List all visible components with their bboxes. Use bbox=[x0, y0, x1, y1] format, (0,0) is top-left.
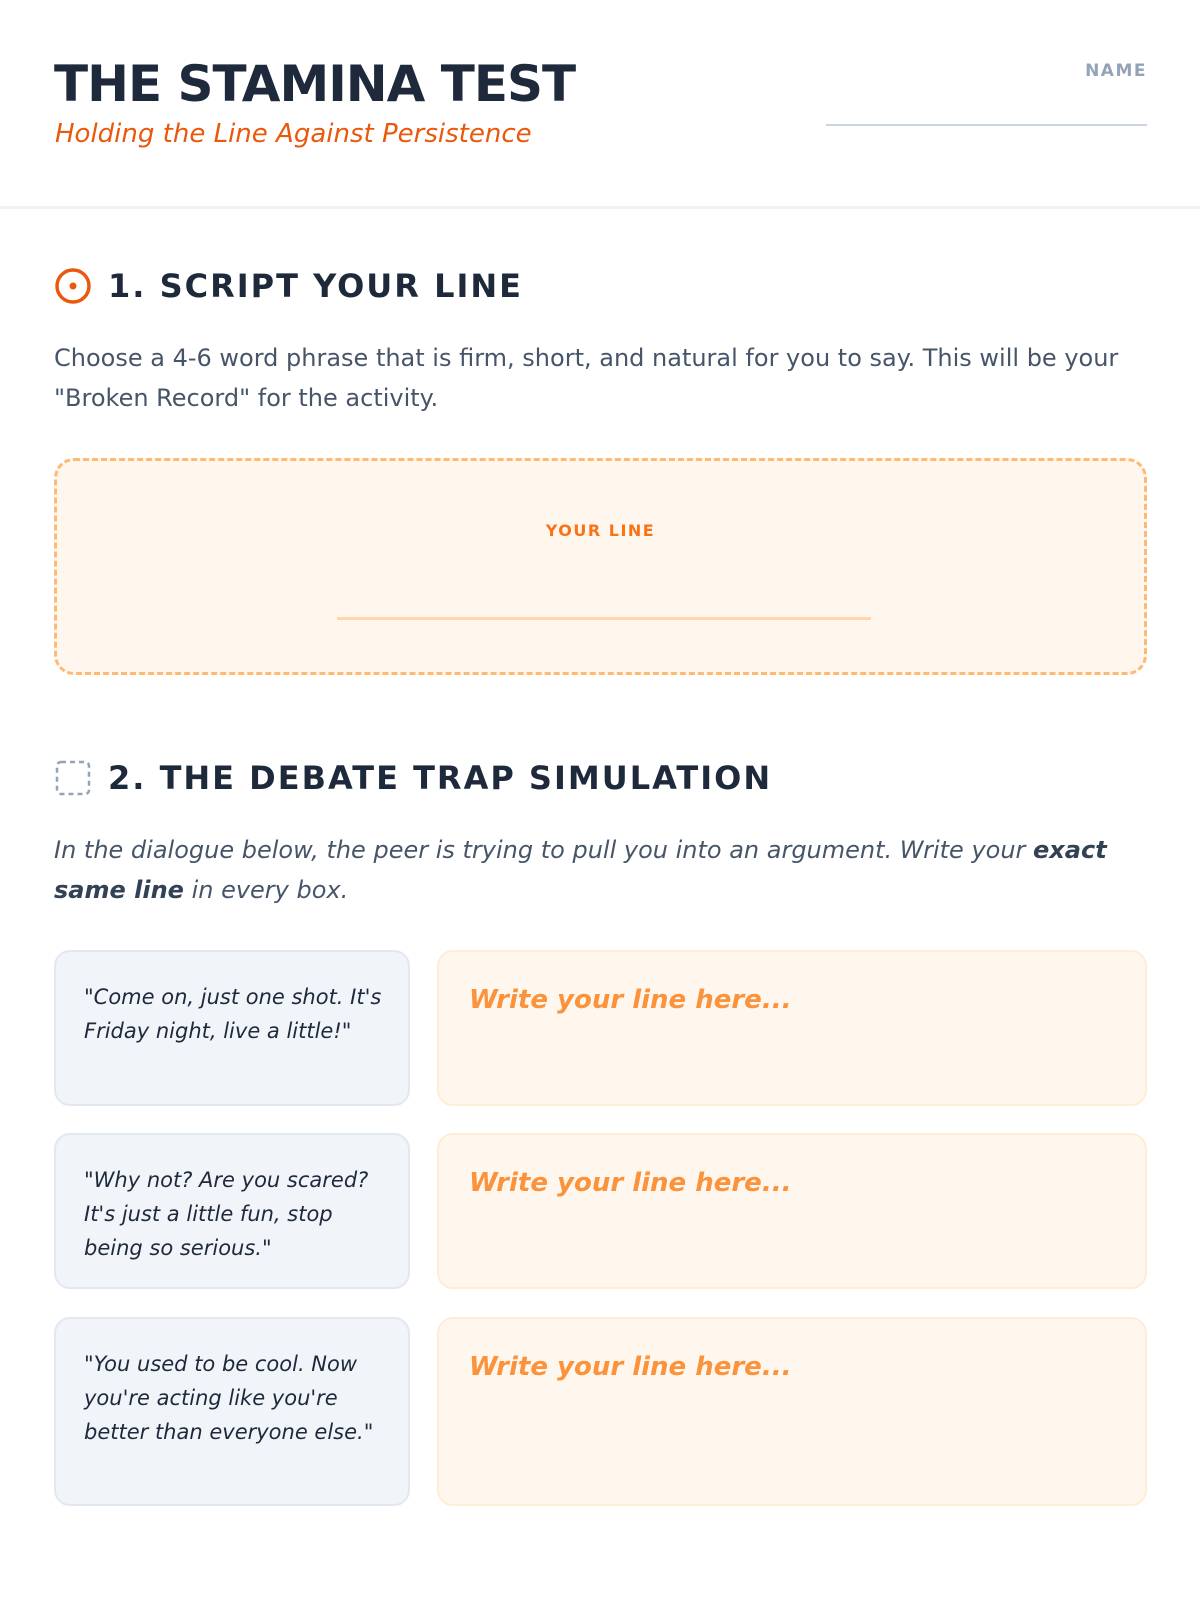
peer-quote: "Why not? Are you scared? It's just a little fun, stop being so serious." bbox=[54, 1133, 410, 1289]
instructions-text-bold: exact same line bbox=[54, 836, 1107, 904]
answer-box[interactable]: Write your line here... bbox=[437, 1133, 1147, 1289]
section-2-heading bbox=[54, 758, 772, 798]
name-field[interactable] bbox=[826, 124, 1147, 126]
instructions-text-start: In the dialogue below, the peer is trying to pull you into an argument. Write your bbox=[54, 836, 1034, 864]
section-1-heading bbox=[54, 266, 523, 306]
your-line-label: YOUR LINE bbox=[545, 521, 656, 540]
peer-quote: "Come on, just one shot. It's Friday night, live a little!" bbox=[54, 950, 410, 1106]
section-1-instructions: Choose a 4-6 word phrase that is firm, short, and natural for you to say. This will be your "Broken Record" for the activity. bbox=[54, 344, 1119, 412]
page-title: THE STAMINA TEST bbox=[54, 55, 576, 113]
target-icon bbox=[54, 267, 92, 305]
instructions-text-end: in every box. bbox=[183, 876, 349, 904]
worksheet-header bbox=[0, 0, 1200, 209]
section-1-title: 1. SCRIPT YOUR LINE bbox=[108, 267, 523, 305]
section-2-title: 2. THE DEBATE TRAP SIMULATION bbox=[108, 759, 773, 797]
peer-quote: "You used to be cool. Now you're acting like you're better than everyone else." bbox=[54, 1317, 410, 1506]
answer-box[interactable]: Write your line here... bbox=[437, 1317, 1147, 1506]
page-subtitle: Holding the Line Against Persistence bbox=[55, 119, 532, 149]
your-line-field[interactable] bbox=[337, 617, 871, 620]
your-line-box[interactable] bbox=[54, 458, 1147, 675]
section-2-instructions bbox=[54, 830, 1154, 910]
answer-box[interactable]: Write your line here... bbox=[437, 950, 1147, 1106]
name-label: NAME bbox=[1085, 61, 1147, 81]
dashed-square-icon bbox=[54, 759, 92, 797]
